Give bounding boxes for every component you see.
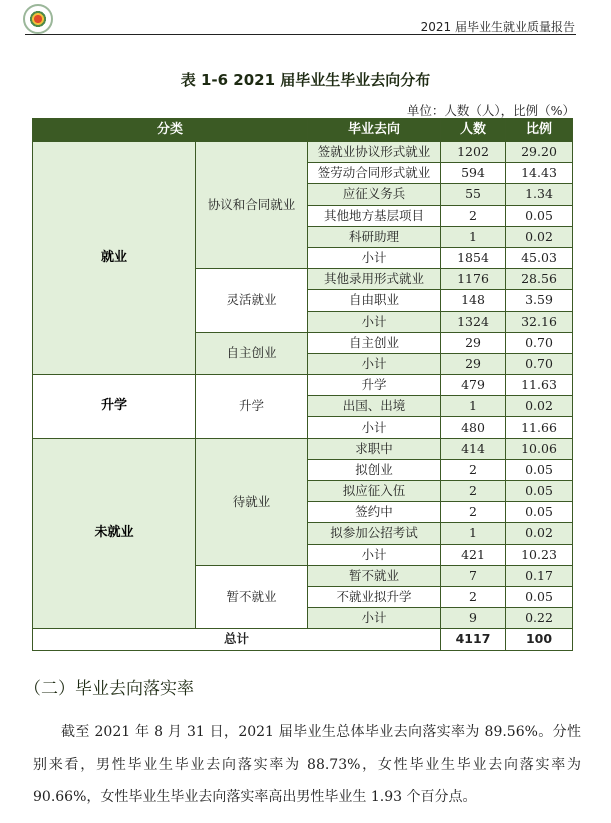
destination-cell: 小计 [308,544,441,565]
count-cell: 2 [441,481,506,502]
count-cell: 2 [441,459,506,480]
table-row [33,375,573,396]
table-row [33,142,573,163]
ratio-cell: 10.06 [506,438,573,459]
count-cell: 29 [441,332,506,353]
count-cell: 1 [441,523,506,544]
ratio-cell: 0.05 [506,502,573,523]
section-paragraph: 截至 2021 年 8 月 31 日，2021 届毕业生总体毕业去向落实率为 89.56%。分性别来看，男性毕业生毕业去向落实率为 88.73%，女性毕业生毕业去向落实率为 90.66%，女性毕业生毕业去向落实率高出男性毕业生 1.93 个百分点。 [33,724,581,805]
count-cell: 148 [441,290,506,311]
section-heading: （二）毕业去向落实率 [24,679,194,699]
subcategory-cell: 灵活就业 [196,269,308,333]
count-cell: 2 [441,502,506,523]
school-logo [23,4,53,34]
table-header-row [33,119,573,142]
count-cell: 479 [441,375,506,396]
count-cell: 480 [441,417,506,438]
category-cell: 未就业 [33,438,196,629]
destination-cell: 小计 [308,608,441,629]
destination-table [32,118,573,651]
ratio-cell: 0.05 [506,481,573,502]
ratio-cell: 0.05 [506,459,573,480]
destination-cell: 出国、出境 [308,396,441,417]
destination-cell: 应征义务兵 [308,184,441,205]
ratio-cell: 0.02 [506,523,573,544]
destination-cell: 拟应征入伍 [308,481,441,502]
category-cell: 就业 [33,142,196,375]
count-cell: 1 [441,396,506,417]
destination-cell: 科研助理 [308,226,441,247]
ratio-cell: 10.23 [506,544,573,565]
count-cell: 1202 [441,142,506,163]
col-header-destination: 毕业去向 [308,119,441,142]
report-header-title: 2021 届毕业生就业质量报告 [420,20,575,34]
count-cell: 1854 [441,247,506,268]
ratio-cell: 0.05 [506,205,573,226]
subcategory-cell: 暂不就业 [196,565,308,629]
destination-cell: 签就业协议形式就业 [308,142,441,163]
col-header-ratio: 比例 [506,119,573,142]
count-cell: 594 [441,163,506,184]
destination-cell: 其他地方基层项目 [308,205,441,226]
destination-cell: 升学 [308,375,441,396]
table-unit: 单位：人数（人），比例（%） [406,103,575,118]
ratio-cell: 0.05 [506,586,573,607]
subcategory-cell: 自主创业 [196,332,308,374]
ratio-cell: 28.56 [506,269,573,290]
count-cell: 29 [441,353,506,374]
subcategory-cell: 协议和合同就业 [196,142,308,269]
total-label: 总计 [33,629,441,650]
ratio-cell: 1.34 [506,184,573,205]
ratio-cell: 0.70 [506,332,573,353]
total-ratio: 100 [506,629,573,650]
count-cell: 2 [441,205,506,226]
col-header-category: 分类 [33,119,308,142]
ratio-cell: 0.02 [506,226,573,247]
count-cell: 421 [441,544,506,565]
count-cell: 414 [441,438,506,459]
ratio-cell: 0.70 [506,353,573,374]
destination-cell: 其他录用形式就业 [308,269,441,290]
count-cell: 55 [441,184,506,205]
destination-cell: 签约中 [308,502,441,523]
category-cell: 升学 [33,375,196,439]
count-cell: 1176 [441,269,506,290]
count-cell: 1324 [441,311,506,332]
count-cell: 1 [441,226,506,247]
destination-cell: 求职中 [308,438,441,459]
destination-cell: 暂不就业 [308,565,441,586]
destination-cell: 小计 [308,247,441,268]
destination-cell: 小计 [308,417,441,438]
destination-cell: 拟参加公招考试 [308,523,441,544]
destination-cell: 小计 [308,311,441,332]
ratio-cell: 32.16 [506,311,573,332]
count-cell: 7 [441,565,506,586]
ratio-cell: 45.03 [506,247,573,268]
table-title: 表 1-6 2021 届毕业生毕业去向分布 [180,71,431,89]
destination-cell: 自主创业 [308,332,441,353]
ratio-cell: 3.59 [506,290,573,311]
header-divider [25,34,576,35]
subcategory-cell: 升学 [196,375,308,439]
col-header-count: 人数 [441,119,506,142]
destination-cell: 小计 [308,353,441,374]
ratio-cell: 29.20 [506,142,573,163]
table-row [33,438,573,459]
ratio-cell: 0.17 [506,565,573,586]
ratio-cell: 11.66 [506,417,573,438]
destination-cell: 不就业拟升学 [308,586,441,607]
ratio-cell: 0.02 [506,396,573,417]
total-row [33,629,573,650]
destination-cell: 拟创业 [308,459,441,480]
subcategory-cell: 待就业 [196,438,308,565]
count-cell: 9 [441,608,506,629]
destination-cell: 签劳动合同形式就业 [308,163,441,184]
ratio-cell: 0.22 [506,608,573,629]
total-count: 4117 [441,629,506,650]
ratio-cell: 14.43 [506,163,573,184]
ratio-cell: 11.63 [506,375,573,396]
destination-cell: 自由职业 [308,290,441,311]
count-cell: 2 [441,586,506,607]
